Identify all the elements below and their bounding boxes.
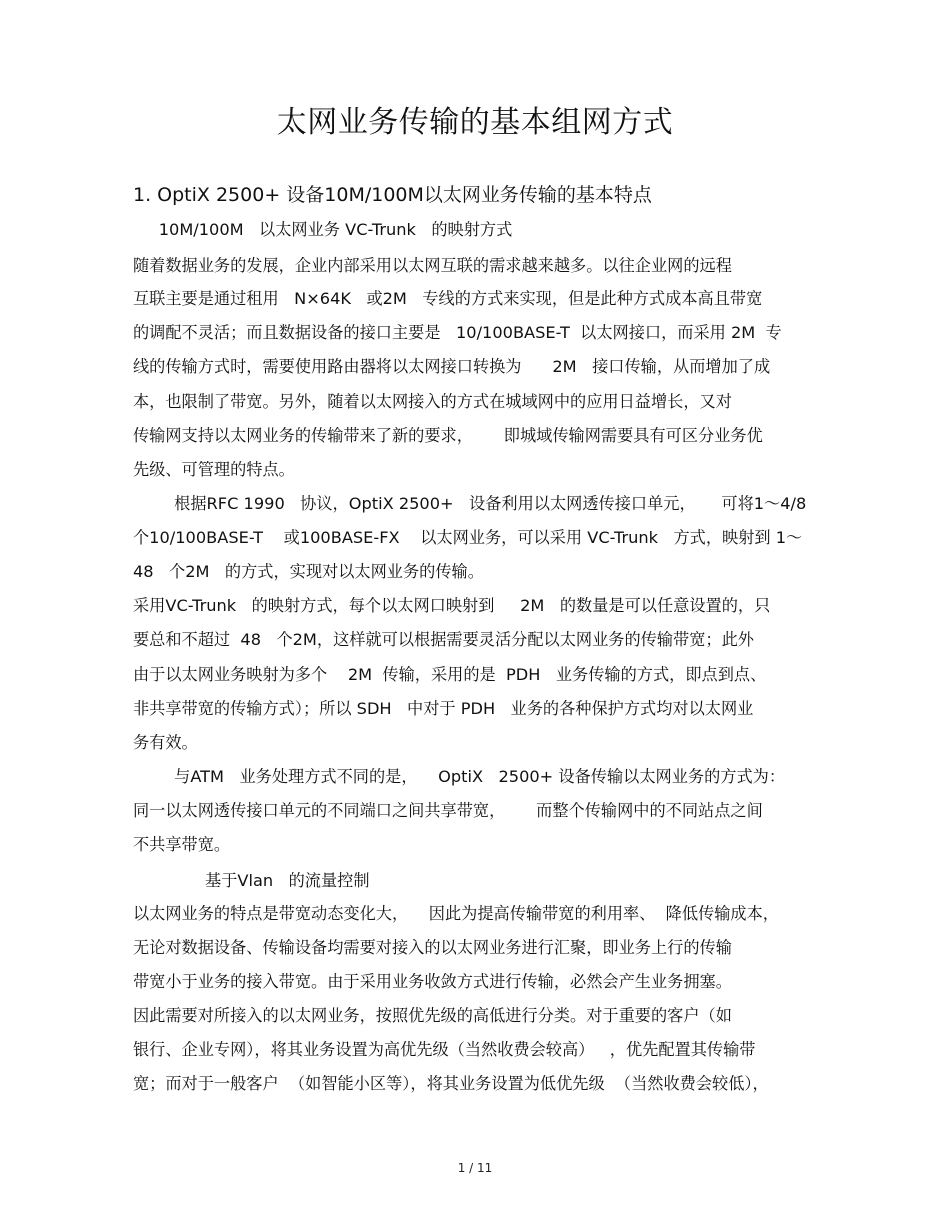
body-line: 非共享带宽的传输方式）；所以 SDH 中对于 PDH 业务的各种保护方式均对以太网业 [133,699,754,718]
body-line: 带宽小于业务的接入带宽。由于采用业务收敛方式进行传输，必然会产生业务拥塞。 [133,972,732,991]
body-line: 要总和不超过 48 个2M，这样就可以根据需要灵活分配以太网业务的传输带宽；此外 [133,630,754,649]
body-line: 务有效。 [133,733,198,752]
body-line: 因此需要对所接入的以太网业务，按照优先级的高低进行分类。对于重要的客户（如 [133,1006,732,1025]
body-line: 宽；而对于一般客户 （如智能小区等），将其业务设置为低优先级 （当然收费会较低）， [133,1074,769,1093]
body-line: 与ATM 业务处理方式不同的是， OptiX 2500+ 设备传输以太网业务的方式为： [133,767,786,786]
body-line: 个10/100BASE-T 或100BASE-FX 以太网业务，可以采用 VC-Trunk 方式，映射到 1～ [133,528,803,547]
body-line: 以太网业务的特点是带宽动态变化大， 因此为提高传输带宽的利用率、 降低传输成本， [133,904,779,923]
body-line: 不共享带宽。 [133,835,231,854]
body-line: 随着数据业务的发展，企业内部采用以太网互联的需求越来越多。以往企业网的远程 [133,256,732,275]
body-line: 由于以太网业务映射为多个 2M 传输，采用的是 PDH 业务传输的方式，即点到点、 [133,665,767,684]
page-number: 1 / 11 [457,1161,493,1175]
body-line: 48 个2M 的方式，实现对以太网业务的传输。 [133,562,484,581]
body-line: 传输网支持以太网业务的传输带来了新的要求， 即城域传输网需要具有可区分业务优 [133,426,763,445]
section-heading: 1. OptiX 2500+ 设备10M/100M以太网业务传输的基本特点 [133,184,652,206]
body-line: 根据RFC 1990 协议，OptiX 2500+ 设备利用以太网透传接口单元， 可将1～4/8 [133,494,807,513]
body-line: 的调配不灵活；而且数据设备的接口主要是 10/100BASE-T 以太网接口，而采用 2M 专 [133,323,782,342]
body-line: 基于Vlan 的流量控制 [133,871,370,890]
body-line: 采用VC-Trunk 的映射方式，每个以太网口映射到 2M 的数量是可以任意设置的，只 [133,596,771,615]
body-line: 银行、企业专网），将其业务设置为高优先级（当然收费会较高） ，优先配置其传输带 [133,1040,756,1059]
body-line: 互联主要是通过租用 N×64K 或2M 专线的方式来实现，但是此种方式成本高且带宽 [133,289,763,308]
document-title: 太网业务传输的基本组网方式 [276,105,674,140]
body-line: 本，也限制了带宽。另外，随着以太网接入的方式在城域网中的应用日益增长，又对 [133,392,732,411]
body-line: 10M/100M 以太网业务 VC-Trunk 的映射方式 [133,220,513,239]
body-line: 无论对数据设备、传输设备均需要对接入的以太网业务进行汇聚，即业务上行的传输 [133,938,732,957]
body-line: 线的传输方式时，需要使用路由器将以太网接口转换为 2M 接口传输，从而增加了成 [133,357,771,376]
body-line: 同一以太网透传接口单元的不同端口之间共享带宽， 而整个传输网中的不同站点之间 [133,801,763,820]
body-line: 先级、可管理的特点。 [133,460,295,479]
